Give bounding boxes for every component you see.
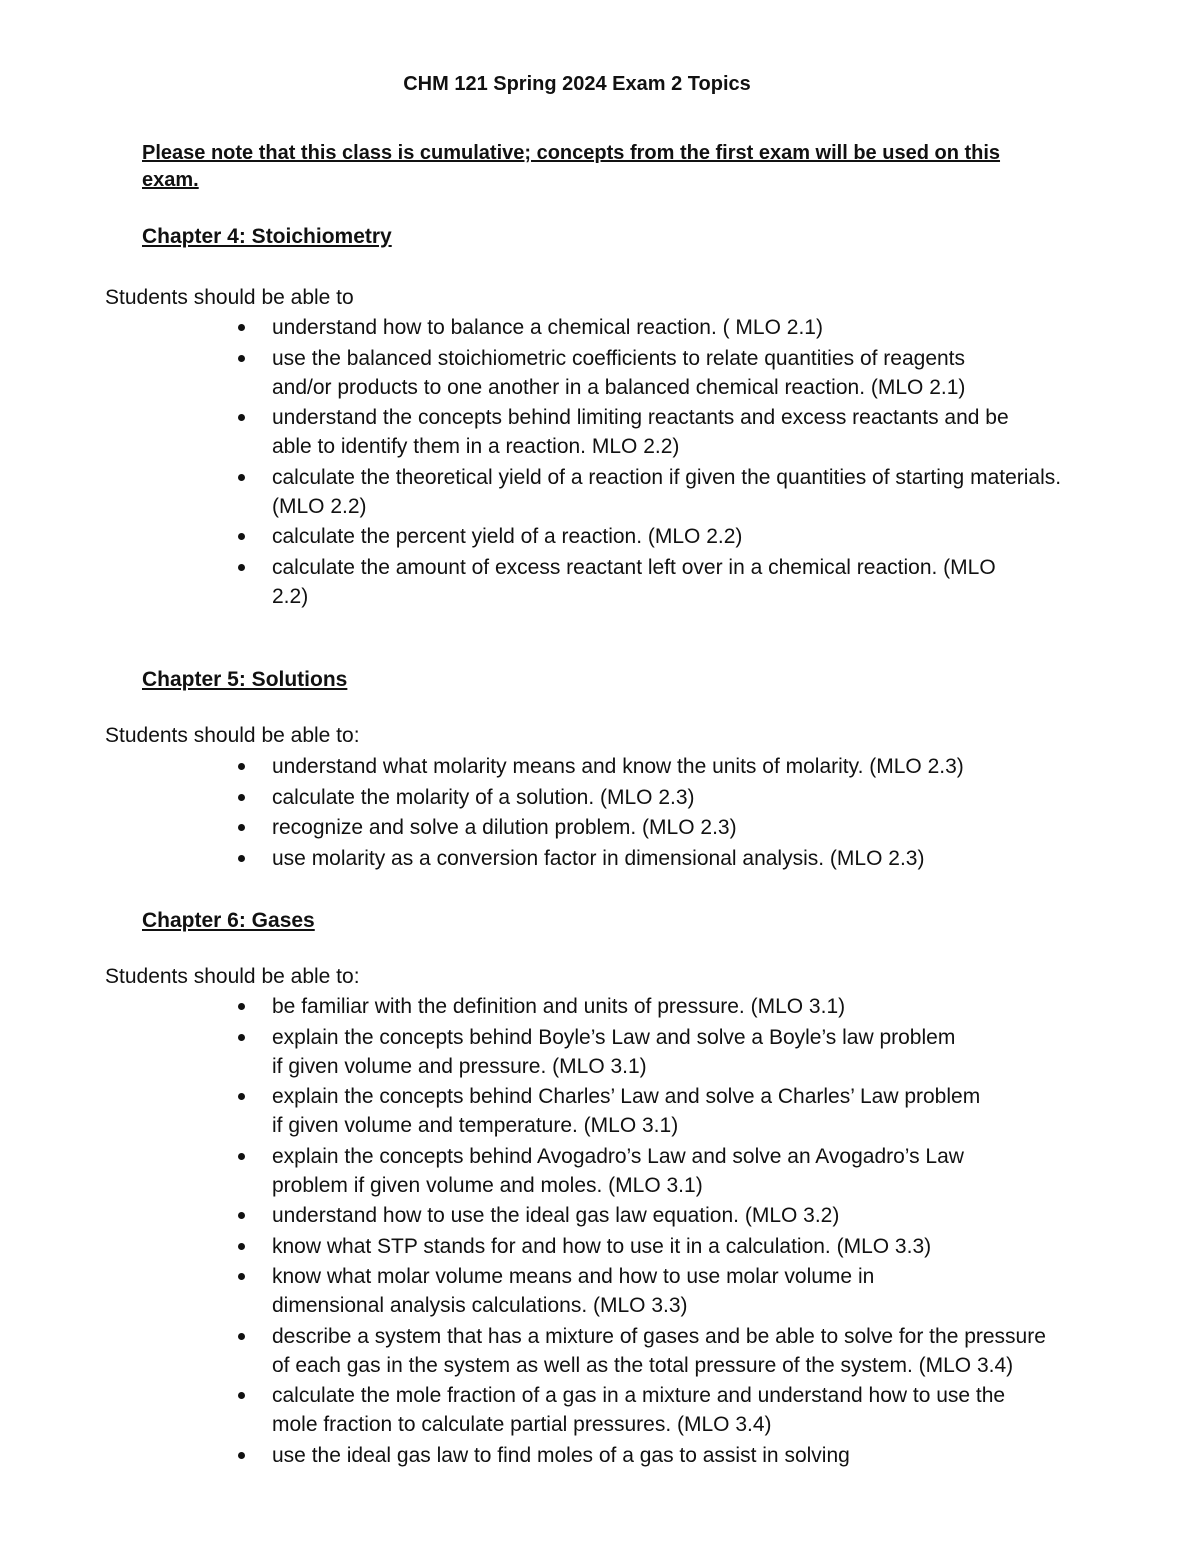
bullet-icon	[238, 1273, 245, 1280]
bullet-icon	[238, 1212, 245, 1219]
bullet-icon	[238, 1093, 245, 1100]
cumulative-note: Please note that this class is cumulative; concepts from the first exam will be used on this exam.	[142, 142, 1001, 191]
list-item: know what molar volume means and how to use molar volume in dimensional analysis calculations. (MLO 3.3)	[0, 1262, 1100, 1320]
bullet-icon	[238, 564, 245, 571]
list-item: recognize and solve a dilution problem. (MLO 2.3)	[0, 813, 1100, 842]
list-item: calculate the theoretical yield of a reaction if given the quantities of starting materials. (MLO 2.2)	[0, 463, 1100, 521]
list-item: be familiar with the definition and units of pressure. (MLO 3.1)	[0, 992, 1100, 1021]
list-item: calculate the mole fraction of a gas in a mixture and understand how to use the mole fraction to calculate partial pressures. (MLO 3.4)	[0, 1381, 1100, 1439]
list-item: explain the concepts behind Charles’ Law and solve a Charles’ Law problem if given volume and temperature. (MLO 3.1)	[0, 1082, 1100, 1140]
chapter-6-list	[0, 992, 1100, 1471]
bullet-icon	[238, 355, 245, 362]
list-item: know what STP stands for and how to use it in a calculation. (MLO 3.3)	[0, 1232, 1100, 1261]
list-item: use the balanced stoichiometric coefficients to relate quantities of reagents and/or products to one another in a balanced chemical reaction. (MLO 2.1)	[0, 344, 1100, 402]
bullet-icon	[238, 824, 245, 831]
list-item: understand the concepts behind limiting reactants and excess reactants and be able to identify them in a reaction. MLO 2.2)	[0, 403, 1100, 461]
bullet-icon	[238, 324, 245, 331]
chapter-5-list	[0, 752, 1100, 874]
bullet-icon	[238, 794, 245, 801]
chapter-5-heading: Chapter 5: Solutions	[142, 668, 348, 691]
bullet-icon	[238, 1392, 245, 1399]
list-item: use the ideal gas law to find moles of a gas to assist in solving	[0, 1441, 1100, 1470]
list-item: calculate the percent yield of a reaction. (MLO 2.2)	[0, 522, 1100, 551]
chapter-6-intro: Students should be able to:	[105, 965, 360, 988]
chapter-4-heading: Chapter 4: Stoichiometry	[142, 225, 392, 248]
bullet-icon	[238, 1153, 245, 1160]
list-item: explain the concepts behind Avogadro’s Law and solve an Avogadro’s Law problem if given volume and moles. (MLO 3.1)	[0, 1142, 1100, 1200]
bullet-icon	[238, 474, 245, 481]
list-item: calculate the molarity of a solution. (MLO 2.3)	[0, 783, 1100, 812]
list-item: understand how to balance a chemical reaction. ( MLO 2.1)	[0, 313, 1100, 342]
chapter-4-intro: Students should be able to	[105, 286, 354, 309]
bullet-icon	[238, 1243, 245, 1250]
bullet-icon	[238, 414, 245, 421]
document-title: CHM 121 Spring 2024 Exam 2 Topics	[403, 73, 751, 95]
bullet-icon	[238, 855, 245, 862]
bullet-icon	[238, 1452, 245, 1459]
chapter-6-heading: Chapter 6: Gases	[142, 909, 315, 932]
bullet-icon	[238, 1034, 245, 1041]
list-item: describe a system that has a mixture of gases and be able to solve for the pressure of each gas in the system as well as the total pressure of the system. (MLO 3.4)	[0, 1322, 1100, 1380]
bullet-icon	[238, 1003, 245, 1010]
list-item: calculate the amount of excess reactant left over in a chemical reaction. (MLO 2.2)	[0, 553, 1100, 611]
bullet-icon	[238, 533, 245, 540]
list-item: understand what molarity means and know the units of molarity. (MLO 2.3)	[0, 752, 1100, 781]
chapter-5-intro: Students should be able to:	[105, 724, 360, 747]
bullet-icon	[238, 763, 245, 770]
list-item: explain the concepts behind Boyle’s Law and solve a Boyle’s law problem if given volume and pressure. (MLO 3.1)	[0, 1023, 1100, 1081]
list-item: use molarity as a conversion factor in dimensional analysis. (MLO 2.3)	[0, 844, 1100, 873]
bullet-icon	[238, 1333, 245, 1340]
chapter-4-list	[0, 313, 1100, 612]
list-item: understand how to use the ideal gas law equation. (MLO 3.2)	[0, 1201, 1100, 1230]
